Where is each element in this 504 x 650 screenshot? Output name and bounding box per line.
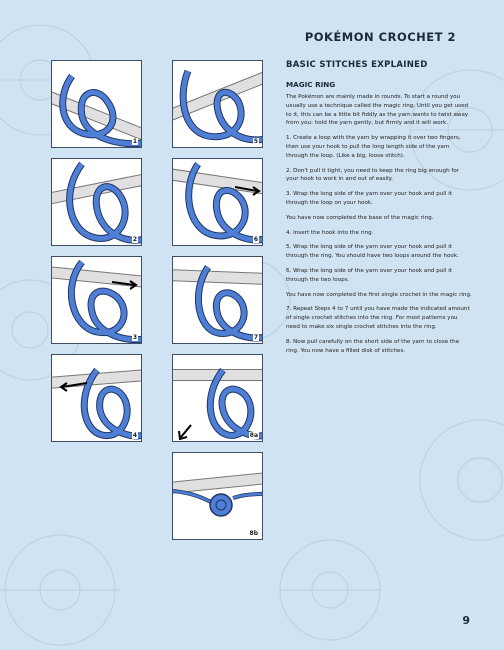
step-1-label: 1 <box>132 138 137 145</box>
step-6-text: 6. Wrap the long side of the yarn over your hook and pull it through the two loops. <box>286 267 452 283</box>
step-6-panel <box>172 158 263 246</box>
step-8a-panel <box>172 354 263 442</box>
step-1-panel <box>51 60 142 148</box>
step-1-text: 1. Create a loop with the yarn by wrapping it over two fingers, then use your hook to pull the long length side of the yarn through the loop. (Like a big, loose stitch). <box>286 135 461 159</box>
step-8b-illustration <box>173 453 263 540</box>
step-8a-illustration <box>173 355 263 442</box>
step-2-label: 2 <box>132 236 137 243</box>
step-8-text: 8. Now pull carefully on the short side of the yarn to close the ring. You now have a filled disk of stitches. <box>286 338 460 354</box>
step-6-label: 6 <box>253 236 258 243</box>
step-7-illustration <box>173 257 263 344</box>
step-7-text: 7. Repeat Steps 4 to 7 until you have made the indicated amount of single crochet stitches into the ring. For most patterns you need to make six single crochet stitches into the ring. <box>286 306 470 330</box>
step-5-panel <box>172 60 263 148</box>
step-3-text: 3. Wrap the long side of the yarn over your hook and pull it through the loop on your hook. <box>286 191 452 206</box>
section-title: BASIC STITCHES EXPLAINED <box>286 60 428 70</box>
intro-paragraph: The Pokémon are mainly made in rounds. To start a round you usually use a technique called the magic ring. Until you get used to it, this can be a little bit fiddly as the yarn wants to twist away from you: hold the yarn gently, but firmly and it will work. <box>286 94 469 127</box>
step-4-illustration <box>52 355 142 442</box>
step-3-label: 3 <box>132 334 137 341</box>
step-2-illustration <box>52 159 142 246</box>
step-5-text: 5. Wrap the long side of the yarn over your hook and pull it through the ring. You should have two loops around the hook. <box>286 244 459 260</box>
step-4-label: 4 <box>132 432 137 439</box>
page-number: 9 <box>462 614 470 627</box>
instructions-column <box>286 60 472 361</box>
first-sc-complete-text: You have now completed the first single crochet in the magic ring. <box>286 291 472 298</box>
step-7-label: 7 <box>253 334 258 341</box>
book-header: POKÉMON CROCHET 2 <box>304 30 456 44</box>
step-5-illustration <box>173 61 263 148</box>
step-7-panel <box>172 256 263 344</box>
step-3-panel <box>51 256 142 344</box>
step-8b-label: 8b <box>249 530 258 537</box>
step-8b-panel <box>172 452 263 540</box>
step-4-text: 4. Insert the hook into the ring. <box>286 229 374 236</box>
step-2-panel <box>51 158 142 246</box>
sub-title: MAGIC RING <box>286 80 336 89</box>
step-8a-label: 8a <box>249 432 258 439</box>
step-6-illustration <box>173 159 263 246</box>
step-1-illustration <box>52 61 142 148</box>
step-3-illustration <box>52 257 142 344</box>
base-complete-text: You have now completed the base of the magic ring. <box>286 214 434 221</box>
step-2-text: 2. Don't pull it tight, you need to keep the ring big enough for your hook to work in and out of easily. <box>286 167 460 183</box>
step-4-panel <box>51 354 142 442</box>
step-5-label: 5 <box>253 138 258 145</box>
